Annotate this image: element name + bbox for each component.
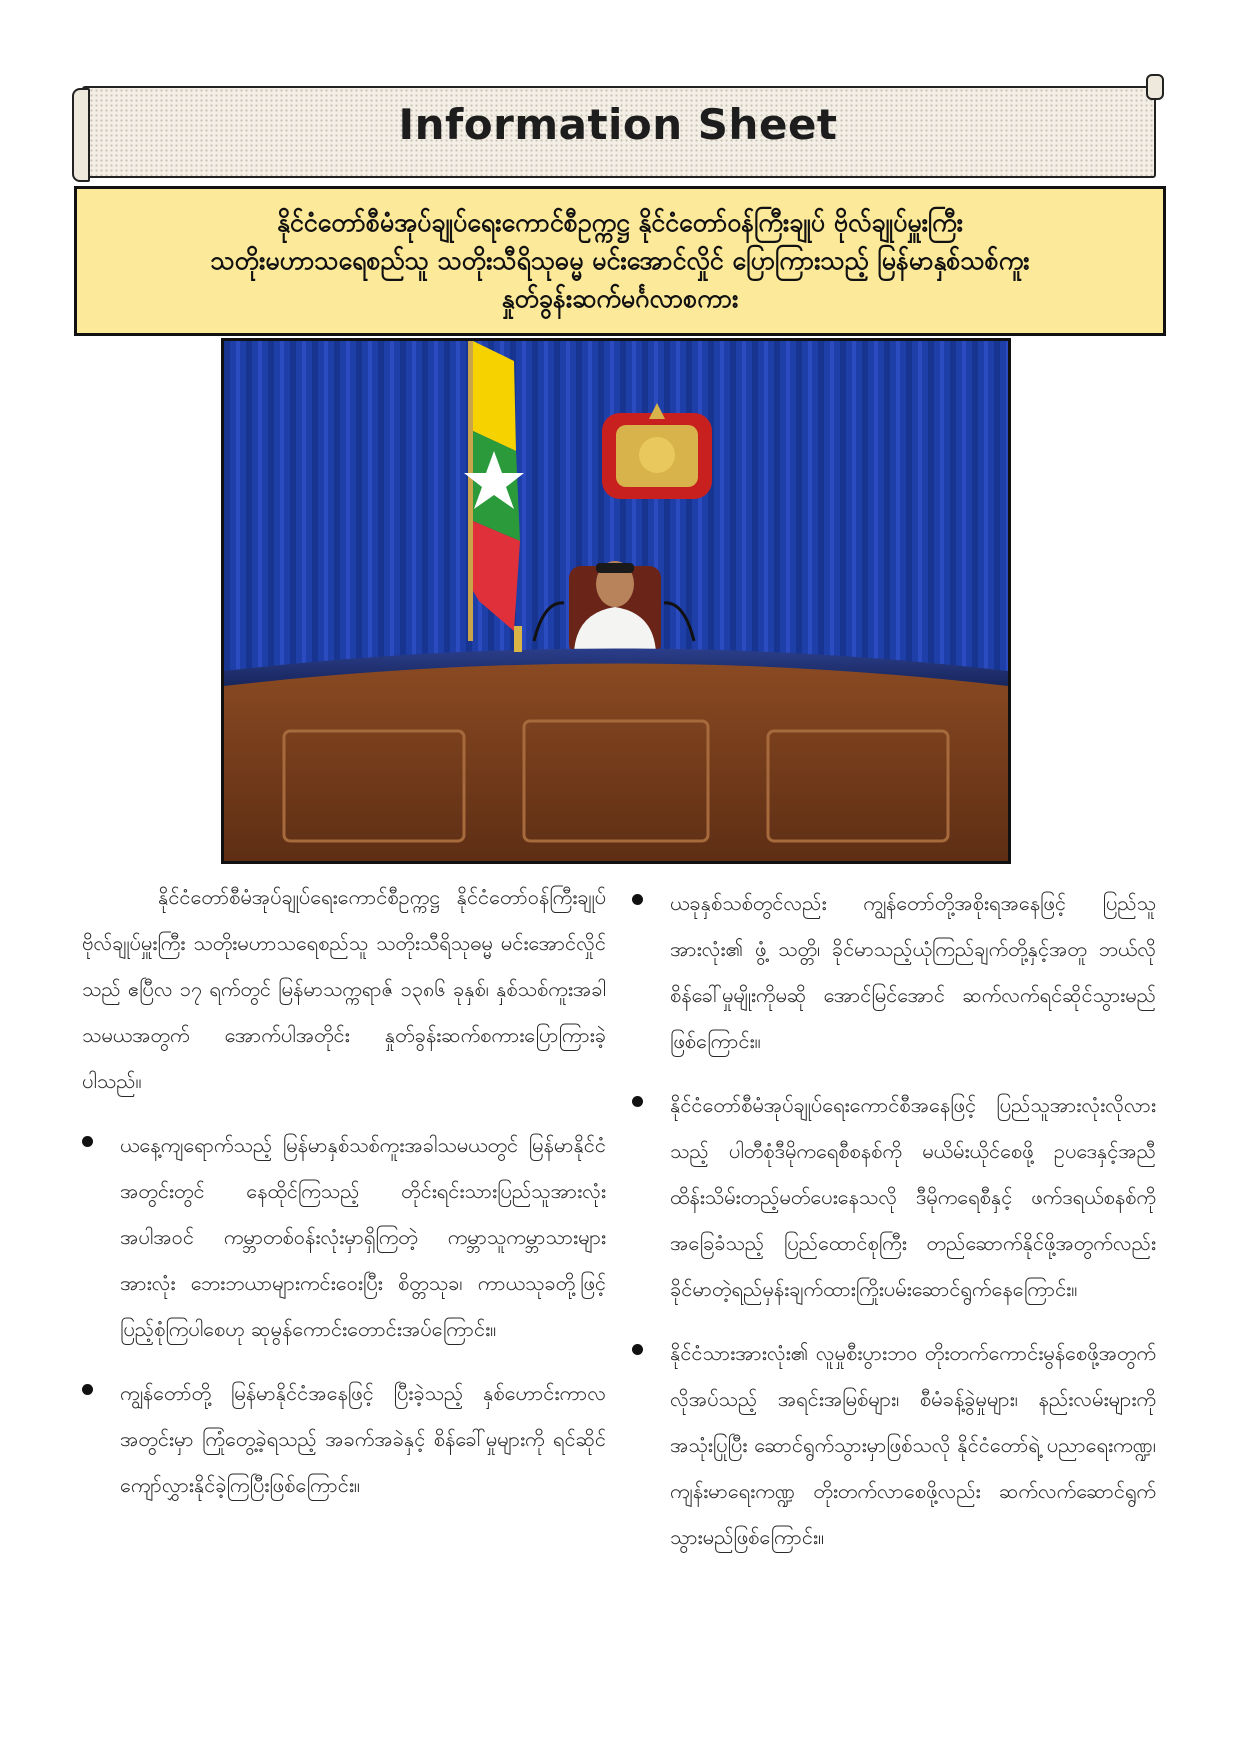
bullet-icon [632,894,643,905]
bullet-text: နိုင်ငံတော်စီမံအုပ်ချုပ်ရေးကောင်စီအနေဖြင့် ပြည်သူအားလုံးလိုလားသည့် ပါတီစုံဒီမိုကရေစီစနစ်ကို မယိမ်းယိုင်စေဖို့ ဥပဒေနှင့်အညီ ထိန်းသိမ်းတည့်မတ်ပေးနေသလို ဒီမိုကရေစီနှင့် ဖက်ဒရယ်စနစ်ကိုအခြေခံသည့် ပြည်ထောင်စုကြီး တည်ဆောက်နိုင်ဖို့အတွက်လည်း ခိုင်မာတဲ့ရည်မှန်းချက်ထားကြိုးပမ်းဆောင်ရွက်နေကြောင်း။ [670,1093,1156,1301]
bullet-icon [82,1384,93,1395]
bullet-icon [632,1344,643,1355]
right-column [632,880,1156,1578]
bullet-icon [632,1096,643,1107]
list-item [82,1122,606,1352]
headline-box [74,186,1166,336]
photo-illustration [224,341,1008,861]
bullet-text: ယနေ့ကျရောက်သည့် မြန်မာနှစ်သစ်ကူးအခါသမယတွင် မြန်မာနိုင်ငံအတွင်းတွင် နေထိုင်ကြသည့် တိုင်းရင်းသားပြည်သူအားလုံးအပါအဝင် ကမ္ဘာတစ်ဝန်းလုံးမှာရှိကြတဲ့ ကမ္ဘာသူကမ္ဘာသားများအားလုံး ဘေးဘယာများကင်းဝေးပြီး စိတ္တသုခ၊ ကာယသုခတို့ဖြင့် ပြည့်စုံကြပါစေဟု ဆုမွန်ကောင်းတောင်းအပ်ကြောင်း။ [120,1133,606,1341]
left-bullet-list [82,1122,606,1508]
state-emblem-icon [602,403,712,499]
headline-line-2: သတိုးမဟာသရေစည်သူ သတိုးသီရိသုဓမ္မ မင်းအောင်လှိုင် ပြောကြားသည့် မြန်မာနှစ်သစ်ကူး [210,246,1030,275]
bullet-icon [82,1136,93,1147]
page-title: Information Sheet [398,100,838,149]
bullet-text: နိုင်ငံသားအားလုံး၏ လူမှုစီးပွားဘဝ တိုးတက်ကောင်းမွန်စေဖို့အတွက် လိုအပ်သည့် အရင်းအမြစ်များ၊ စီမံခန့်ခွဲမှုများ၊ နည်းလမ်းများကို အသုံးပြုပြီး ဆောင်ရွက်သွားမှာဖြစ်သလို နိုင်ငံတော်ရဲ့ ပညာရေးကဏ္ဍ၊ ကျန်းမာရေးကဏ္ဍ တိုးတက်လာစေဖို့လည်း ဆက်လက်ဆောင်ရွက်သွားမည်ဖြစ်ကြောင်း။ [670,1341,1156,1549]
bullet-text: ယခုနှစ်သစ်တွင်လည်း ကျွန်တော်တို့အစိုးရအနေဖြင့် ပြည်သူအားလုံး၏ ဖွံ့ သတ္တိ၊ ခိုင်မာသည့်ယုံကြည်ချက်တို့နှင့်အတူ ဘယ်လိုစိန်ခေါ်မှုမျိုးကိုမဆို အောင်မြင်အောင် ဆက်လက်ရင်ဆိုင်သွားမည်ဖြစ်ကြောင်း။ [670,891,1156,1053]
event-photo [221,338,1011,864]
title-banner [72,86,1164,180]
headline-line-1: နိုင်ငံတော်စီမံအုပ်ချုပ်ရေးကောင်စီဥက္ကဋ္ဌ နိုင်ငံတော်ဝန်ကြီးချုပ် ဗိုလ်ချုပ်မှူးကြီး [276,208,963,237]
intro-paragraph: နိုင်ငံတော်စီမံအုပ်ချုပ်ရေးကောင်စီဥက္ကဋ္ဌ နိုင်ငံတော်ဝန်ကြီးချုပ် ဗိုလ်ချုပ်မှူးကြီး သတိုးမဟာသရေစည်သူ သတိုးသီရိသုဓမ္မ မင်းအောင်လှိုင်သည် ဧပြီလ ၁၇ ရက်တွင် မြန်မာသက္ကရာဇ် ၁၃၈၆ ခုနှစ်၊ နှစ်သစ်ကူးအခါသမယအတွက် အောက်ပါအတိုင်း နှုတ်ခွန်းဆက်စကားပြောကြားခဲ့ပါသည်။ [82,885,606,1093]
desk-ornament-icon [514,626,522,652]
bullet-text: ကျွန်တော်တို့ မြန်မာနိုင်ငံအနေဖြင့် ပြီးခဲ့သည့် နှစ်ဟောင်းကာလအတွင်းမှာ ကြုံတွေ့ခဲ့ရသည့် အခက်အခဲနှင့် စိန်ခေါ်မှုများကို ရင်ဆိုင်ကျော်လွှားနိုင်ခဲ့ကြပြီးဖြစ်ကြောင်း။ [120,1381,606,1497]
list-item [632,1082,1156,1312]
headline-line-3: နှုတ်ခွန်းဆက်မင်္ဂလာစကား [501,284,739,313]
scroll-roll-right-icon [1146,74,1164,100]
right-bullet-list [632,880,1156,1560]
left-column [82,874,606,1526]
list-item [632,1330,1156,1560]
list-item [632,880,1156,1064]
desk-front [224,664,1008,862]
list-item [82,1370,606,1508]
